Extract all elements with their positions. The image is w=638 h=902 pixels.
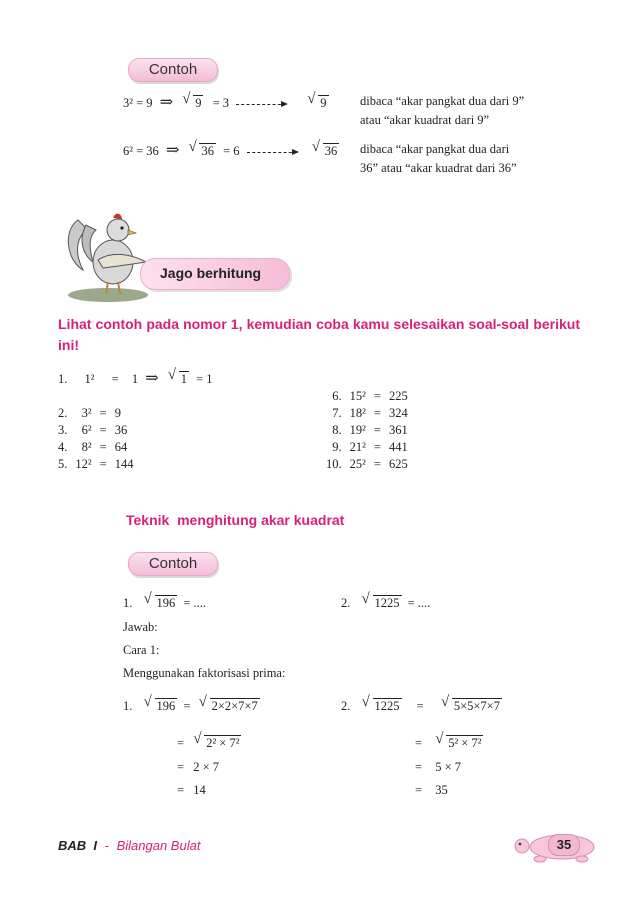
square-value: 64	[114, 440, 128, 454]
drill-list-right	[322, 388, 412, 473]
method-description: Menggunakan faktorisasi prima:	[123, 666, 286, 680]
sqrt-expression: √ 1225	[361, 591, 400, 610]
square-term: 6²	[81, 423, 92, 437]
equation: 6² = 36	[123, 144, 159, 158]
solution-1-line-2: = √ 2² × 7²	[177, 731, 240, 750]
equals-sign: =	[99, 406, 107, 420]
drill-row	[54, 405, 137, 422]
square-term: 12²	[75, 457, 92, 471]
equals-sign: =	[99, 440, 107, 454]
answer-label: Jawab:	[123, 620, 158, 634]
banner-title: Jago berhitung	[160, 265, 262, 281]
square-value: 36	[114, 423, 128, 437]
example-desc-1: dibaca “akar pangkat dua dari 9” atau “akar kuadrat dari 9”	[360, 94, 525, 127]
square-term: 15²	[349, 389, 366, 403]
example-row-2	[123, 140, 339, 160]
sqrt-expression: √ 9	[182, 91, 202, 110]
equals-sign: =	[373, 440, 381, 454]
item-number: 7.	[332, 406, 342, 420]
dashed-arrow-icon	[236, 104, 286, 105]
equals-sign: =	[111, 372, 119, 386]
equation: 3² = 9	[123, 96, 153, 110]
solution-2-line-3: = 5 × 7	[415, 760, 461, 774]
square-term: 21²	[349, 440, 366, 454]
result: = 3	[212, 96, 230, 110]
implies-arrow: ⇒	[145, 370, 159, 387]
example-desc-2: dibaca “akar pangkat dua dari 36” atau “akar kuadrat dari 36”	[360, 142, 517, 175]
problem-1: 1. √ 196 = ....	[123, 591, 207, 610]
sqrt-expression: √ 1	[167, 367, 187, 386]
item-number: 4.	[58, 440, 68, 454]
drill-row	[54, 456, 137, 473]
square-value: 441	[388, 440, 408, 454]
section-title: Teknik menghitung akar kuadrat	[126, 512, 345, 528]
problem-2: 2. √ 1225 = ....	[341, 591, 431, 610]
square-term: 8²	[81, 440, 92, 454]
example-label-top: Contoh	[128, 58, 218, 82]
solution-1-line-4: = 14	[177, 783, 206, 797]
sqrt-read: √ 9	[307, 91, 327, 110]
square-term: 25²	[349, 457, 366, 471]
result: = 6	[223, 144, 240, 158]
square-term: 1²	[84, 372, 95, 386]
square-value: 9	[114, 406, 121, 420]
solution-2-line-1: 2. √ 1225 = √ 5×5×7×7	[341, 694, 500, 713]
example-label-bottom: Contoh	[128, 552, 218, 576]
dashed-arrow-icon	[247, 152, 297, 153]
square-term: 18²	[349, 406, 366, 420]
rooster-illustration	[58, 200, 158, 305]
square-value: 1	[131, 372, 139, 386]
example-row-1	[123, 92, 329, 112]
square-value: 324	[388, 406, 408, 420]
drill-row	[54, 439, 137, 456]
implies-arrow: ⇒	[165, 142, 180, 159]
item-number: 5.	[58, 457, 68, 471]
drill-row	[322, 405, 412, 422]
drill-row	[322, 388, 412, 405]
item-number: 2.	[58, 406, 68, 420]
solution-1-line-1: 1. √ 196 = √ 2×2×7×7	[123, 694, 258, 713]
drill-row	[322, 422, 412, 439]
result: = 1	[196, 372, 213, 386]
footer-chapter: BAB I - Bilangan Bulat	[58, 838, 201, 853]
item-number: 6.	[332, 389, 342, 403]
drill-list-left	[54, 405, 137, 473]
solution-2-line-2: = √ 5² × 7²	[415, 731, 482, 750]
square-value: 361	[388, 423, 408, 437]
drill-item-1	[58, 368, 213, 388]
square-value: 625	[388, 457, 408, 471]
method-label: Cara 1:	[123, 643, 160, 657]
square-term: 3²	[81, 406, 92, 420]
drill-row	[322, 456, 412, 473]
item-number: 3.	[58, 423, 68, 437]
item-number: 8.	[332, 423, 342, 437]
equals-sign: =	[373, 389, 381, 403]
equals-sign: =	[373, 423, 381, 437]
implies-arrow: ⇒	[159, 94, 174, 111]
solution-1-line-3: = 2 × 7	[177, 760, 219, 774]
equals-sign: =	[99, 423, 107, 437]
solution-2-line-4: = 35	[415, 783, 448, 797]
equals-sign: =	[99, 457, 107, 471]
item-number: 10.	[326, 457, 342, 471]
square-value: 225	[388, 389, 408, 403]
page-number: 35	[548, 834, 580, 856]
equals-sign: =	[373, 406, 381, 420]
sqrt-expression: √ 196	[143, 591, 176, 610]
square-value: 144	[114, 457, 134, 471]
drill-row	[322, 439, 412, 456]
square-term: 19²	[349, 423, 366, 437]
item-number: 1.	[58, 372, 68, 386]
equals-sign: =	[373, 457, 381, 471]
instruction-text: Lihat contoh pada nomor 1, kemudian coba kamu selesaikan soal-soal berikut ini!	[58, 316, 580, 353]
sqrt-read: √ 36	[311, 139, 338, 158]
item-number: 9.	[332, 440, 342, 454]
sqrt-expression: √ 36	[188, 139, 214, 158]
drill-row	[54, 422, 137, 439]
